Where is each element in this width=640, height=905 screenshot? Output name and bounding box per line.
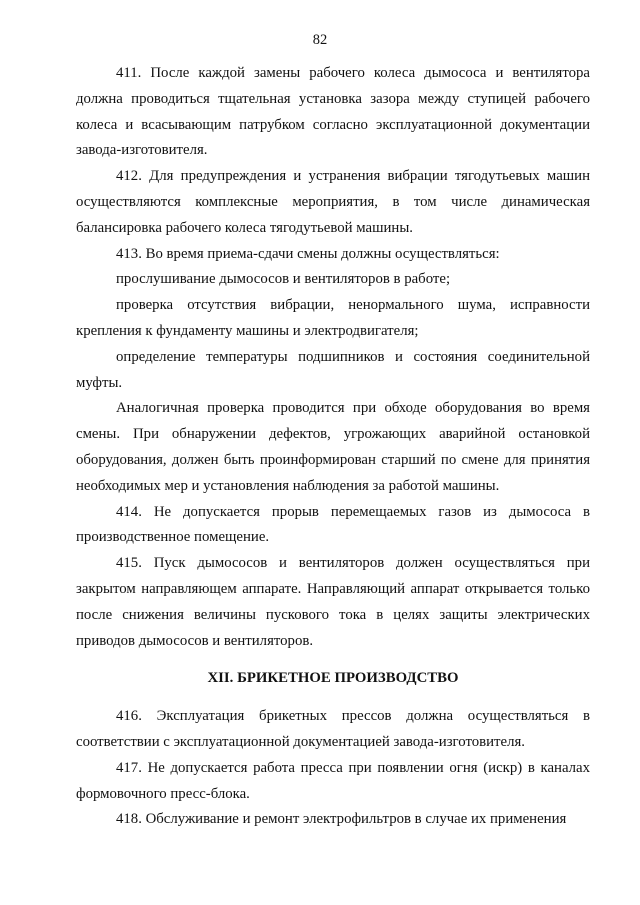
paragraph-412: 412. Для предупреждения и устранения вибрации тягодутьевых машин осуществляются комплексные мероприятия, в том числе динамическая балансировка рабочего колеса тягодутьевой машины. [76,168,590,236]
paragraph-similar-check: Аналогичная проверка проводится при обходе оборудования во время смены. При обнаружении дефектов, угрожающих аварийной остановкой оборудования, должен быть проинформирован старший по смене для принятия необходимых мер и установления наблюдения за работой машины. [76,400,590,494]
paragraph-414: 414. Не допускается прорыв перемещаемых газов из дымососа в производственное помещение. [76,503,590,546]
paragraph-413: 413. Во время приема-сдачи смены должны осуществляться: [116,245,500,262]
page-number: 82 [312,32,328,48]
paragraph-417: 417. Не допускается работа пресса при появлении огня (искр) в каналах формовочного пресс-блока. [76,759,590,802]
list-item-listening: прослушивание дымососов и вентиляторов в работе; [116,271,451,288]
paragraph-416: 416. Эксплуатация брикетных прессов должна осуществляться в соответствии с эксплуатационной документацией завода-изготовителя. [76,708,590,750]
paragraph-415: 415. Пуск дымососов и вентиляторов должен осуществляться при закрытом направляющем аппарате. Направляющий аппарат открывается только после снижения величины пускового тока в целях защиты электрических приводов дымососов и вентиляторов. [76,555,590,649]
list-item-vibration-check: проверка отсутствия вибрации, ненормального шума, исправности крепления к фундаменту машины и электродвигателя; [76,297,590,339]
paragraph-411: 411. После каждой замены рабочего колеса дымососа и вентилятора должна проводиться тщательная установка зазора между ступицей рабочего колеса и всасывающим патрубком согласно эксплуатационной документации завода-изготовителя. [76,65,590,159]
list-item-temperature-check: определение температуры подшипников и состояния соединительной муфты. [76,348,590,391]
section-heading: XII. БРИКЕТНОЕ ПРОИЗВОДСТВО [207,670,459,687]
document-body [76,61,590,833]
paragraph-418: 418. Обслуживание и ремонт электрофильтров в случае их применения [116,811,567,828]
